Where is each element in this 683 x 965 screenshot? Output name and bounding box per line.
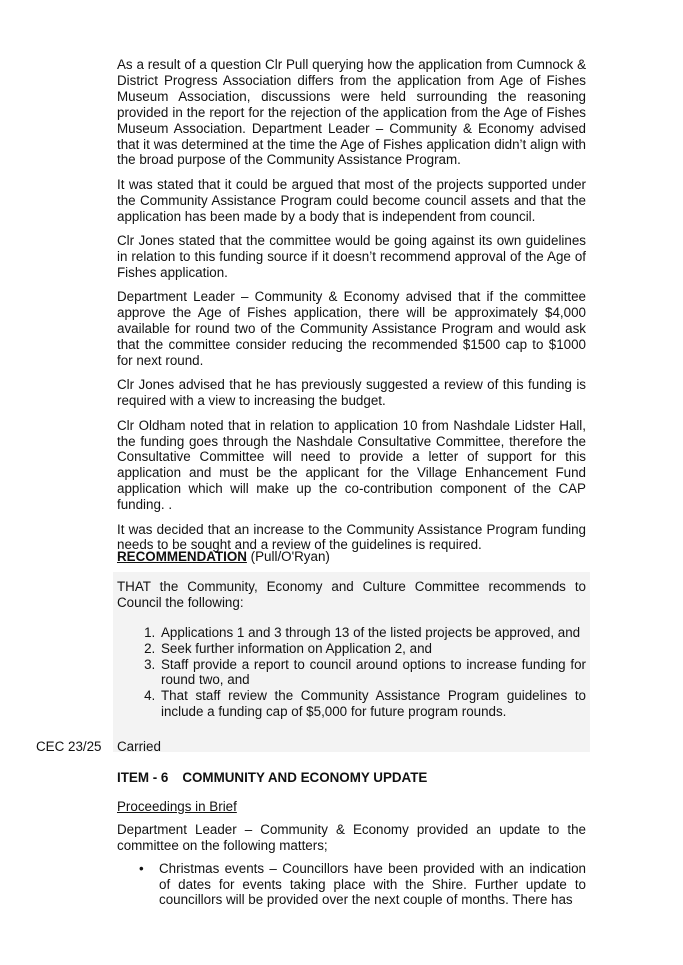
recommendation-title: RECOMMENDATION	[117, 549, 247, 564]
recommendation-item: 4. That staff review the Community Assistance Program guidelines to include a funding cap of $5,000 for future program rounds.	[159, 688, 586, 720]
recommendation-item: 2. Seek further information on Application 2, and	[159, 641, 586, 657]
paragraph-6: Clr Oldham noted that in relation to application 10 from Nashdale Lidster Hall, the funding goes through the Nashdale Consultative Committee, therefore the Consultative Committee will need to provide a letter of support for this application and must be the applicant for the Village Enhancement Fund application which will make up the co-contribution component of the CAP funding. .	[117, 417, 586, 513]
paragraph-1: As a result of a question Clr Pull querying how the application from Cumnock & District Progress Association differs from the application from Age of Fishes Museum Association, discussions were held surrounding the reasoning provided in the report for the rejection of the application from the Age of Fishes Museum Association. Department Leader – Community & Economy advised that it was determined at the time the Age of Fishes application didn’t align with the broad purpose of the Community Assistance Program.	[117, 57, 586, 168]
item-6-title: COMMUNITY AND ECONOMY UPDATE	[182, 770, 428, 785]
paragraph-3: Clr Jones stated that the committee would be going against its own guidelines in relation to this funding source if it doesn’t recommend approval of the Age of Fishes application.	[117, 233, 586, 280]
resolution-status: Carried	[117, 739, 161, 754]
recommendation-section	[117, 549, 586, 720]
update-bullets	[117, 861, 586, 909]
item-6-section	[117, 770, 586, 908]
paragraph-5: Clr Jones advised that he has previously suggested a review of this funding is required with a view to increasing the budget.	[117, 377, 586, 409]
bullet-item: • Christmas events – Councillors have been provided with an indication of dates for events taking place with the Shire. Further update to councillors will be provided over the next couple of months. There has	[159, 861, 586, 909]
item-6-label: ITEM - 6	[117, 770, 169, 785]
recommendation-list	[117, 625, 586, 720]
discussion-section	[117, 57, 586, 562]
paragraph-4: Department Leader – Community & Economy advised that if the committee approve the Age of Fishes application, there will be approximately $4,000 available for round two of the Community Assistance Program and would ask that the committee consider reducing the recommended $1500 cap to $1000 for next round.	[117, 289, 586, 368]
paragraph-2: It was stated that it could be argued that most of the projects supported under the Community Assistance Program could become council assets and that the application has been made by a body that is independent from council.	[117, 176, 586, 224]
paragraph-7: It was decided that an increase to the Community Assistance Program funding needs to be sought and a review of the guidelines is required.	[117, 521, 586, 553]
resolution-number: CEC 23/25	[36, 739, 102, 754]
recommendation-item: 1. Applications 1 and 3 through 13 of the listed projects be approved, and	[159, 625, 586, 641]
recommendation-intro: THAT the Community, Economy and Culture Committee recommends to Council the following:	[117, 578, 586, 610]
recommendation-movers: (Pull/O'Ryan)	[246, 549, 330, 564]
recommendation-item: 3. Staff provide a report to council around options to increase funding for round two, and	[159, 657, 586, 689]
recommendation-heading	[117, 549, 586, 565]
item-6-intro: Department Leader – Community & Economy provided an update to the committee on the following matters;	[117, 821, 586, 853]
item-6-heading	[117, 770, 586, 786]
proceedings-heading: Proceedings in Brief	[117, 798, 237, 814]
